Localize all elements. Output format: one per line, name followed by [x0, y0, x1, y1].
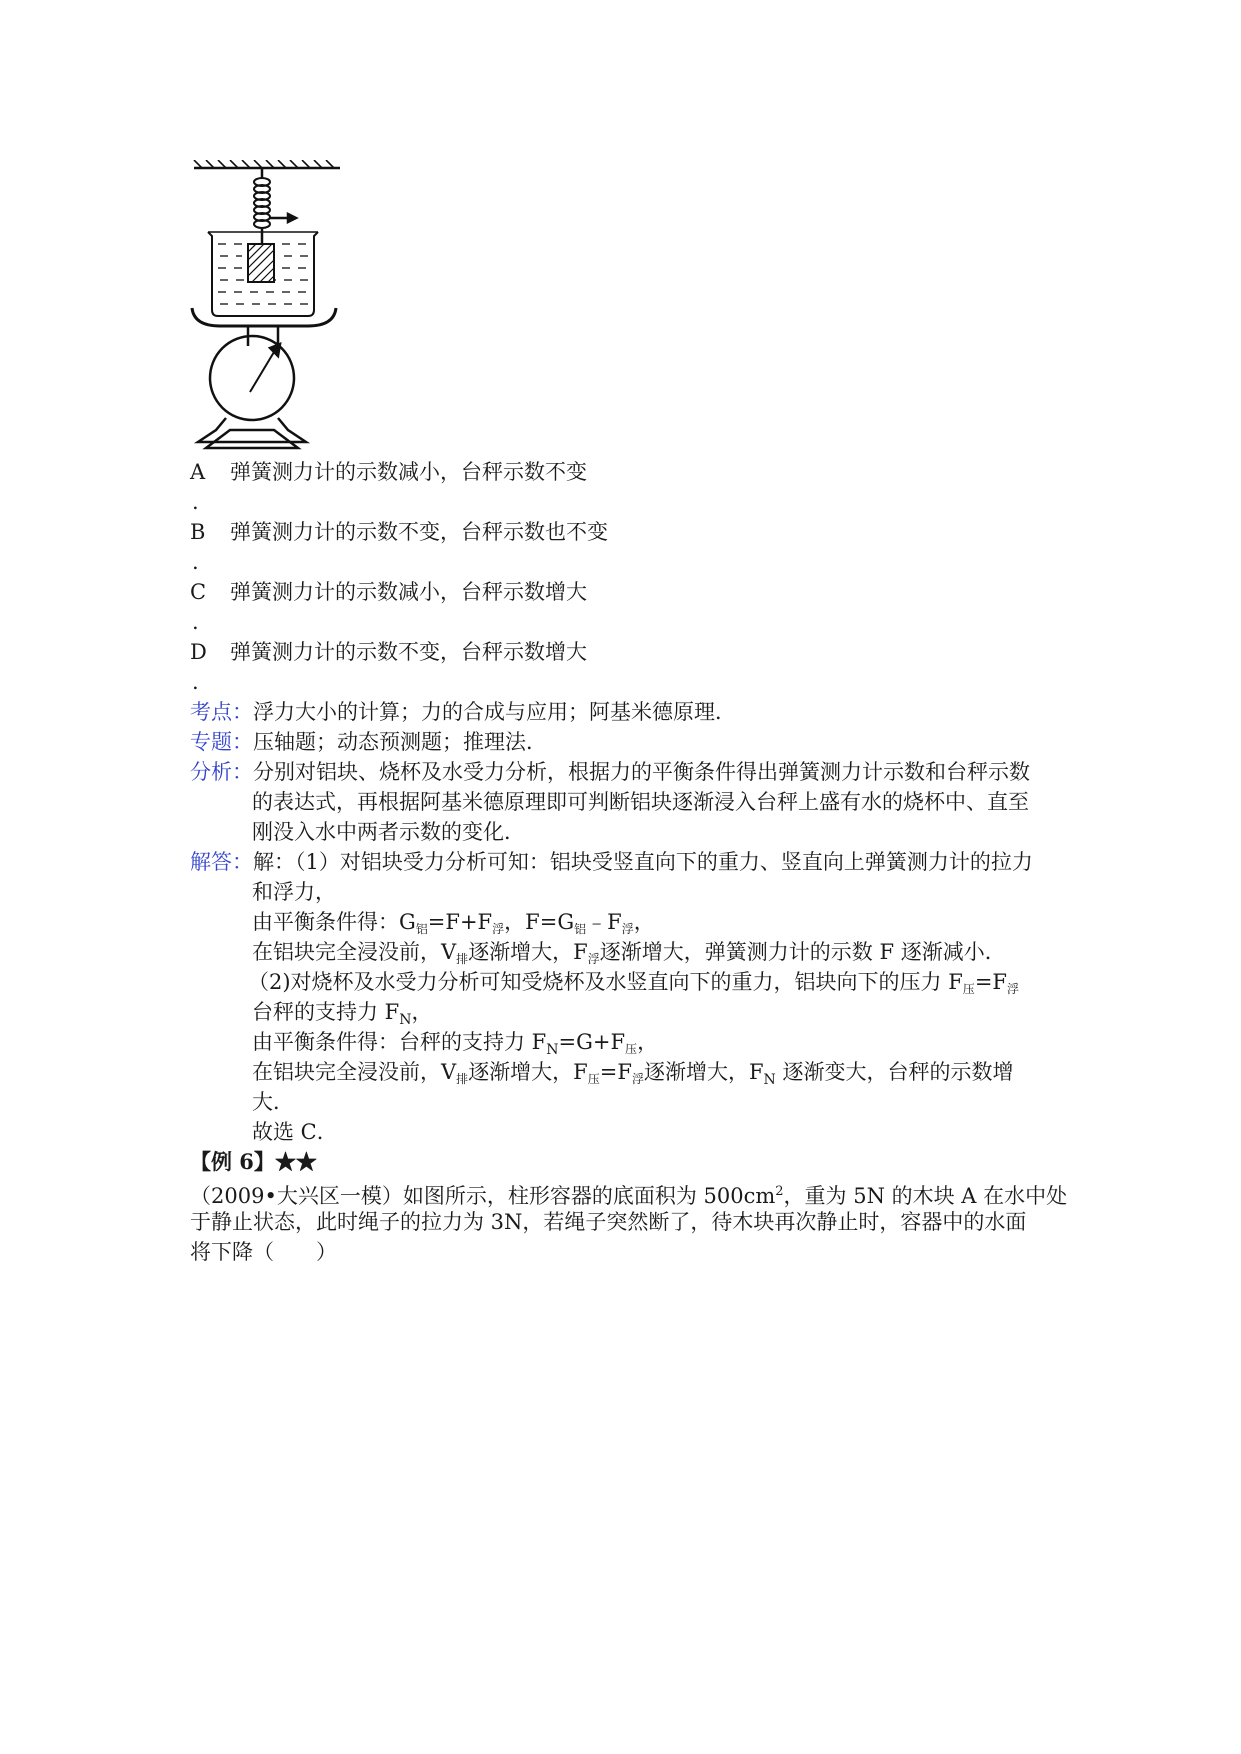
jieda-label: 解答： — [190, 850, 253, 874]
option-dot: . — [192, 550, 199, 574]
jieda-equation: （2)对烧杯及水受力分析可知受烧杯及水竖直向下的重力，铝块向下的压力 $F_压=F_浮$ — [248, 970, 1019, 996]
jieda-equation: 由平衡条件得：台秤的支持力 $F_N=G+F_压$， — [252, 1030, 659, 1058]
fenxi-row — [190, 758, 1030, 786]
fenxi-label: 分析： — [190, 760, 253, 784]
kaodian-label: 考点： — [190, 700, 253, 724]
option-dot: . — [192, 610, 199, 634]
jieda-equation: 在铝块完全浸没前，$V_排$逐渐增大，$F_浮$逐渐增大，弹簧测力计的示数 F 逐渐减小． — [252, 940, 1006, 966]
option-letter: C — [190, 580, 207, 604]
fenxi-line: 的表达式，再根据阿基米德原理即可判断铝块逐渐浸入台秤上盛有水的烧杯中、直至 — [252, 790, 1029, 814]
option-text: 弹簧测力计的示数减小，台秤示数增大 — [230, 580, 587, 604]
question-line: 将下降（ ） — [190, 1240, 337, 1264]
example-heading — [190, 1148, 317, 1176]
question-line: 于静止状态，此时绳子的拉力为 3N，若绳子突然断了，待木块再次静止时，容器中的水面 — [190, 1210, 1027, 1234]
jieda-line: 解：（1）对铝块受力分析可知：铝块受竖直向下的重力、竖直向上弹簧测力计的拉力 — [253, 850, 1033, 874]
fenxi-line: 刚没入水中两者示数的变化． — [252, 820, 525, 844]
jieda-equation: 台秤的支持力 $F_N$， — [252, 1000, 433, 1028]
zhuanti-row — [190, 728, 547, 756]
option-text: 弹簧测力计的示数减小，台秤示数不变 — [230, 460, 587, 484]
example-title: 【例 6】 — [190, 1149, 275, 1174]
option-text: 弹簧测力计的示数不变，台秤示数也不变 — [230, 520, 608, 544]
option-letter: D — [190, 640, 207, 664]
example-stars: ★★ — [274, 1149, 317, 1174]
zhuanti-label: 专题： — [190, 730, 253, 754]
kaodian-row — [190, 698, 736, 726]
zhuanti-text: 压轴题；动态预测题；推理法． — [253, 730, 547, 754]
option-dot: . — [192, 490, 199, 514]
jieda-line: 大． — [252, 1090, 294, 1114]
option-letter: A — [190, 460, 206, 484]
spring-balance-figure — [190, 160, 350, 500]
kaodian-text: 浮力大小的计算；力的合成与应用；阿基米德原理． — [253, 700, 736, 724]
option-dot: . — [192, 670, 199, 694]
question-line: （2009•大兴区一模）如图所示，柱形容器的底面积为 $500cm^2$，重为 5N 的木块 A 在水中处 — [190, 1184, 1068, 1208]
option-text: 弹簧测力计的示数不变，台秤示数增大 — [230, 640, 587, 664]
fenxi-line: 分别对铝块、烧杯及水受力分析，根据力的平衡条件得出弹簧测力计示数和台秤示数 — [253, 760, 1030, 784]
option-letter: B — [190, 520, 206, 544]
jieda-equation: 由平衡条件得：$G_铝=F+F_浮$，$F=G_铝﹣F_浮$， — [252, 910, 655, 936]
jieda-equation: 在铝块完全浸没前，$V_排$逐渐增大，$F_压=F_浮$逐渐增大，$F_N$ 逐渐变大，台秤的示数增 — [252, 1060, 1014, 1088]
jieda-row — [190, 848, 1033, 876]
jieda-answer: 故选 C． — [252, 1120, 338, 1144]
jieda-line: 和浮力， — [252, 880, 336, 904]
